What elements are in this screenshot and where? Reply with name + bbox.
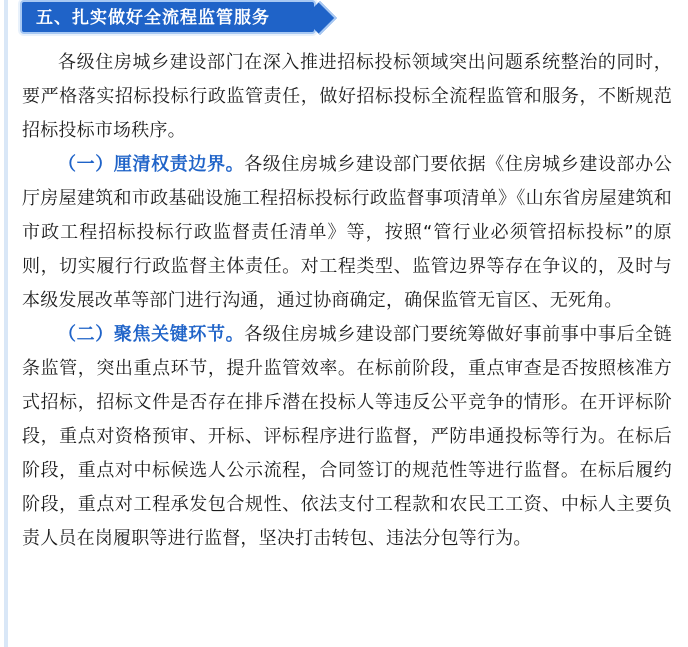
paragraph-intro	[22, 46, 672, 148]
subheading-clarify-responsibility: （一）厘清权责边界。	[58, 154, 245, 175]
paragraph-clarify-responsibility	[22, 148, 672, 318]
document-body	[22, 46, 672, 556]
left-border-rule	[4, 0, 8, 647]
paragraph-clarify-responsibility-text: 各级住房城乡建设部门要依据《住房城乡建设部办公厅房屋建筑和市政基础设施工程招标投标行政监督事项清单》《山东省房屋建筑和市政工程招标投标行政监督责任清单》等，按照“管行业必须管招标投标”的原则，切实履行行政监督主体责任。对工程类型、监管边界等存在争议的，及时与本级发展改革等部门进行沟通，通过协商确定，确保监管无盲区、无死角。	[22, 154, 672, 311]
paragraph-intro-text: 各级住房城乡建设部门在深入推进招标投标领域突出问题系统整治的同时，要严格落实招标投标行政监管责任，做好招标投标全流程监管和服务，不断规范招标投标市场秩序。	[22, 52, 672, 141]
section-title: 五、扎实做好全流程监管服务	[36, 8, 270, 28]
paragraph-focus-key-links	[22, 318, 672, 556]
paragraph-focus-key-links-text: 各级住房城乡建设部门要统筹做好事前事中事后全链条监管，突出重点环节，提升监管效率。在标前阶段，重点审查是否按照核准方式招标，招标文件是否存在排斥潜在投标人等违反公平竞争的情形。在开评标阶段，重点对资格预审、开标、评标程序进行监督，严防串通投标等行为。在标后阶段，重点对中标候选人公示流程，合同签订的规范性等进行监督。在标后履约阶段，重点对工程承发包合规性、依法支付工程款和农民工工资、中标人主要负责人员在岗履职等进行监督，坚决打击转包、违法分包等行为。	[22, 324, 672, 549]
subheading-focus-key-links: （二）聚焦关键环节。	[58, 324, 245, 345]
section-header	[20, 0, 316, 34]
header-arrow-decoration	[303, 1, 337, 35]
